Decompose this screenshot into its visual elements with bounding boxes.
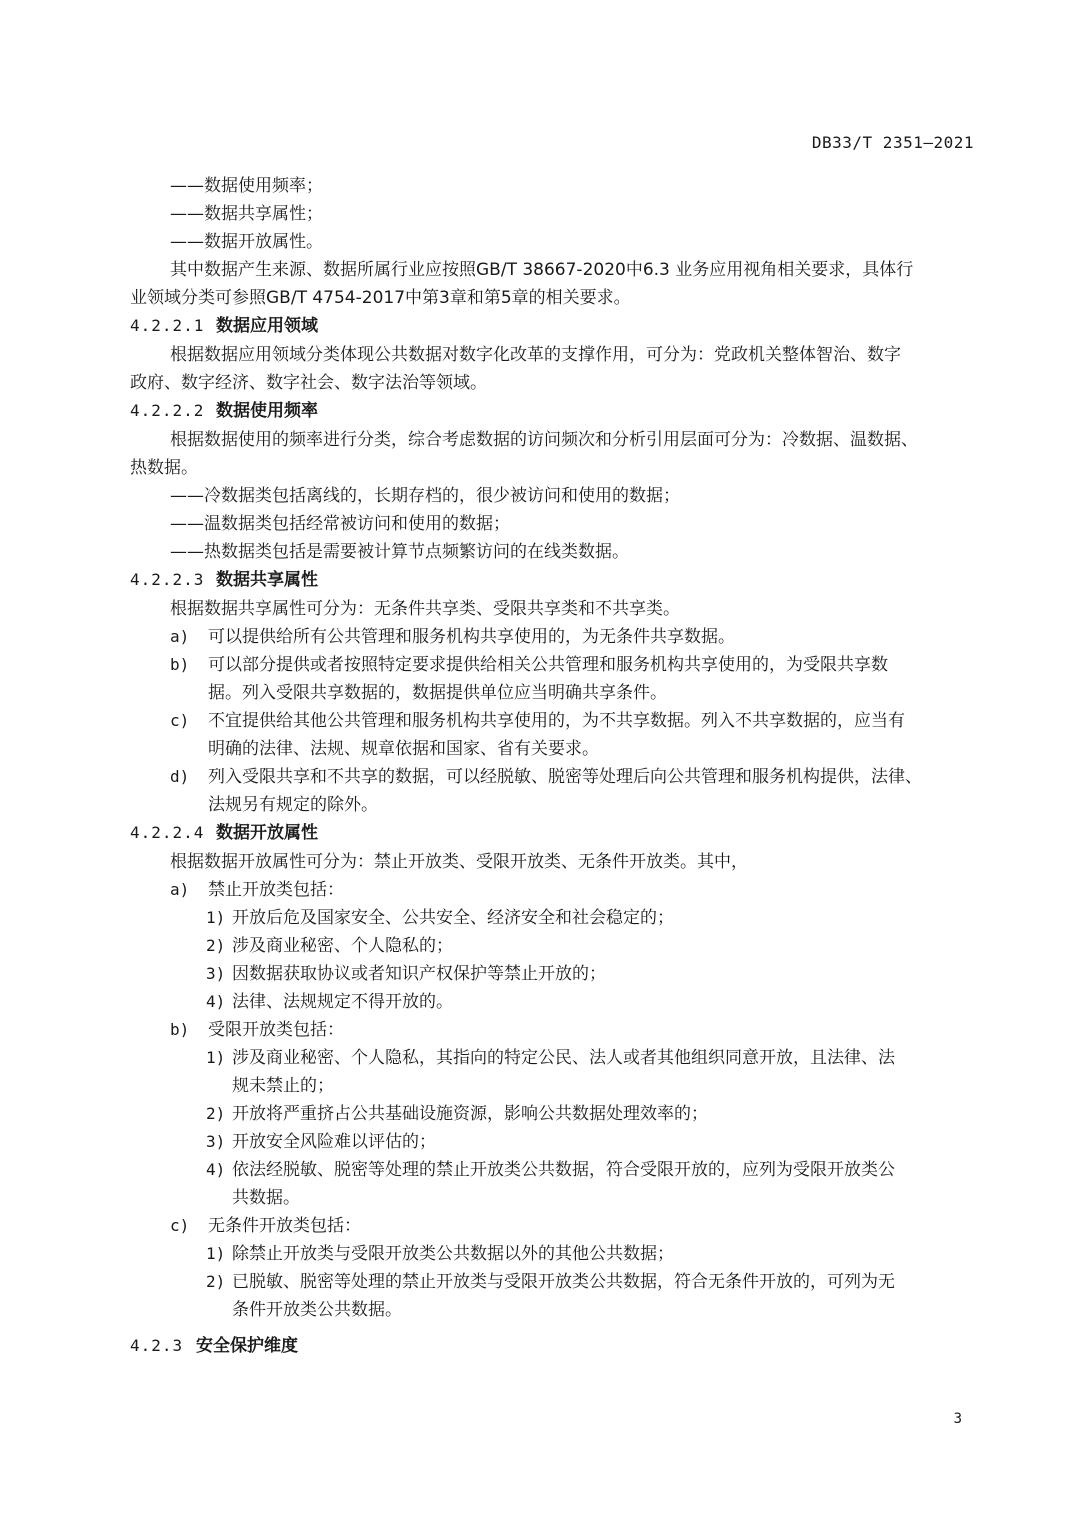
list-item [130, 763, 978, 791]
sub-list-item-text: 条件开放类公共数据。 [232, 1300, 402, 1320]
document-body [130, 172, 978, 1361]
sub-list-item-text: 涉及商业秘密、个人隐私的； [232, 936, 453, 956]
list-marker: c) [170, 1216, 190, 1235]
standard-code: DB33/T 2351—2021 [811, 133, 974, 152]
sub-list-marker: 3) [206, 1132, 226, 1151]
sub-list-item-text: 因数据获取协议或者知识产权保护等禁止开放的； [232, 964, 606, 984]
list-item-text: 明确的法律、法规、规章依据和国家、省有关要求。 [208, 739, 599, 759]
list-item-text: 可以部分提供或者按照特定要求提供给相关公共管理和服务机构共享使用的，为受限共享数 [208, 655, 888, 675]
dash-item: ——温数据类包括经常被访问和使用的数据； [170, 514, 510, 534]
sub-list-item-text: 已脱敏、脱密等处理的禁止开放类与受限开放类公共数据，符合无条件开放的，可列为无 [232, 1272, 895, 1292]
paragraph-line: 政府、数字经济、数字社会、数字法治等领域。 [130, 373, 487, 393]
list-item [130, 1212, 978, 1240]
paragraph-line: 根据数据开放属性可分为：禁止开放类、受限开放类、无条件开放类。其中， [170, 852, 748, 872]
sub-list-item-continuation [130, 1072, 978, 1100]
sub-list-item [130, 1128, 978, 1156]
section-number: 4.2.3 [130, 1336, 184, 1355]
paragraph-line: 根据数据应用领域分类体现公共数据对数字化改革的支撑作用，可分为：党政机关整体智治、数字 [170, 345, 901, 365]
sub-list-item [130, 988, 978, 1016]
sub-list-marker: 2) [206, 936, 226, 955]
list-marker: b) [170, 655, 190, 674]
dash-item: ——数据开放属性。 [170, 232, 323, 252]
dash-item: ——冷数据类包括离线的，长期存档的，很少被访问和使用的数据； [170, 486, 680, 506]
sub-list-item-text: 开放将严重挤占公共基础设施资源，影响公共数据处理效率的； [232, 1104, 708, 1124]
list-item-text: 禁止开放类包括： [208, 880, 344, 900]
section-title: 数据使用频率 [216, 401, 318, 421]
sub-list-item-text: 法律、法规规定不得开放的。 [232, 992, 453, 1012]
list-item [130, 651, 978, 679]
paragraph-line: 热数据。 [130, 458, 198, 478]
list-item-text: 可以提供给所有公共管理和服务机构共享使用的，为无条件共享数据。 [208, 627, 735, 647]
section-title: 数据开放属性 [216, 823, 318, 843]
section-number: 4.2.2.3 [130, 570, 205, 589]
list-item [130, 876, 978, 904]
paragraph-line: 根据数据使用的频率进行分类，综合考虑数据的访问频次和分析引用层面可分为：冷数据、温数据、 [170, 430, 918, 450]
section-heading-4223 [130, 566, 978, 595]
section-title: 数据应用领域 [216, 316, 318, 336]
list-marker: a) [170, 880, 190, 899]
sub-list-item [130, 1044, 978, 1072]
list-item [130, 623, 978, 651]
sub-list-item [130, 960, 978, 988]
section-heading-423 [130, 1332, 978, 1361]
sub-list-item-text: 规未禁止的； [232, 1076, 334, 1096]
sub-list-item-text: 涉及商业秘密、个人隐私，其指向的特定公民、法人或者其他组织同意开放，且法律、法 [232, 1048, 895, 1068]
list-marker: c) [170, 711, 190, 730]
section-number: 4.2.2.2 [130, 401, 205, 420]
paragraph-line: 其中数据产生来源、数据所属行业应按照GB/T 38667-2020中6.3 业务应用视角相关要求，具体行 [170, 260, 914, 280]
list-item-continuation [130, 735, 978, 763]
sub-list-marker: 3) [206, 964, 226, 983]
sub-list-item-text: 开放安全风险难以评估的； [232, 1132, 436, 1152]
section-title: 数据共享属性 [216, 570, 318, 590]
paragraph-line: 业领域分类可参照GB/T 4754-2017中第3章和第5章的相关要求。 [130, 288, 631, 308]
sub-list-item [130, 1240, 978, 1268]
sub-list-marker: 1) [206, 1244, 226, 1263]
section-title: 安全保护维度 [196, 1336, 298, 1356]
dash-item: ——热数据类包括是需要被计算节点频繁访问的在线类数据。 [170, 542, 629, 562]
sub-list-item-text: 开放后危及国家安全、公共安全、经济安全和社会稳定的； [232, 908, 674, 928]
sub-list-item-text: 依法经脱敏、脱密等处理的禁止开放类公共数据，符合受限开放的，应列为受限开放类公 [232, 1160, 895, 1180]
section-heading-4222 [130, 397, 978, 426]
sub-list-item [130, 904, 978, 932]
list-item-text: 无条件开放类包括： [208, 1216, 361, 1236]
section-number: 4.2.2.1 [130, 316, 205, 335]
sub-list-marker: 2) [206, 1104, 226, 1123]
dash-item: ——数据共享属性； [170, 204, 323, 224]
sub-list-marker: 4) [206, 1160, 226, 1179]
sub-list-marker: 2) [206, 1272, 226, 1291]
sub-list-item [130, 932, 978, 960]
spacer [130, 1324, 978, 1332]
list-item-continuation [130, 679, 978, 707]
list-item [130, 707, 978, 735]
page-number: 3 [953, 1411, 962, 1427]
list-item-text: 据。列入受限共享数据的，数据提供单位应当明确共享条件。 [208, 683, 667, 703]
paragraph-line: 根据数据共享属性可分为：无条件共享类、受限共享类和不共享类。 [170, 599, 680, 619]
sub-list-marker: 4) [206, 992, 226, 1011]
section-heading-4221 [130, 312, 978, 341]
sub-list-item-text: 共数据。 [232, 1188, 300, 1208]
list-item-text: 不宜提供给其他公共管理和服务机构共享使用的，为不共享数据。列入不共享数据的，应当有 [208, 711, 905, 731]
list-item-text: 列入受限共享和不共享的数据，可以经脱敏、脱密等处理后向公共管理和服务机构提供，法律、 [208, 767, 922, 787]
sub-list-item-text: 除禁止开放类与受限开放类公共数据以外的其他公共数据； [232, 1244, 674, 1264]
section-number: 4.2.2.4 [130, 823, 205, 842]
list-marker: b) [170, 1020, 190, 1039]
list-item-continuation [130, 791, 978, 819]
sub-list-item-continuation [130, 1184, 978, 1212]
dash-item: ——数据使用频率； [170, 176, 323, 196]
sub-list-item [130, 1268, 978, 1296]
sub-list-item-continuation [130, 1296, 978, 1324]
list-item [130, 1016, 978, 1044]
sub-list-item [130, 1100, 978, 1128]
list-item-text: 法规另有规定的除外。 [208, 795, 378, 815]
sub-list-marker: 1) [206, 908, 226, 927]
section-heading-4224 [130, 819, 978, 848]
sub-list-marker: 1) [206, 1048, 226, 1067]
list-item-text: 受限开放类包括： [208, 1020, 344, 1040]
list-marker: a) [170, 627, 190, 646]
list-marker: d) [170, 767, 190, 786]
sub-list-item [130, 1156, 978, 1184]
